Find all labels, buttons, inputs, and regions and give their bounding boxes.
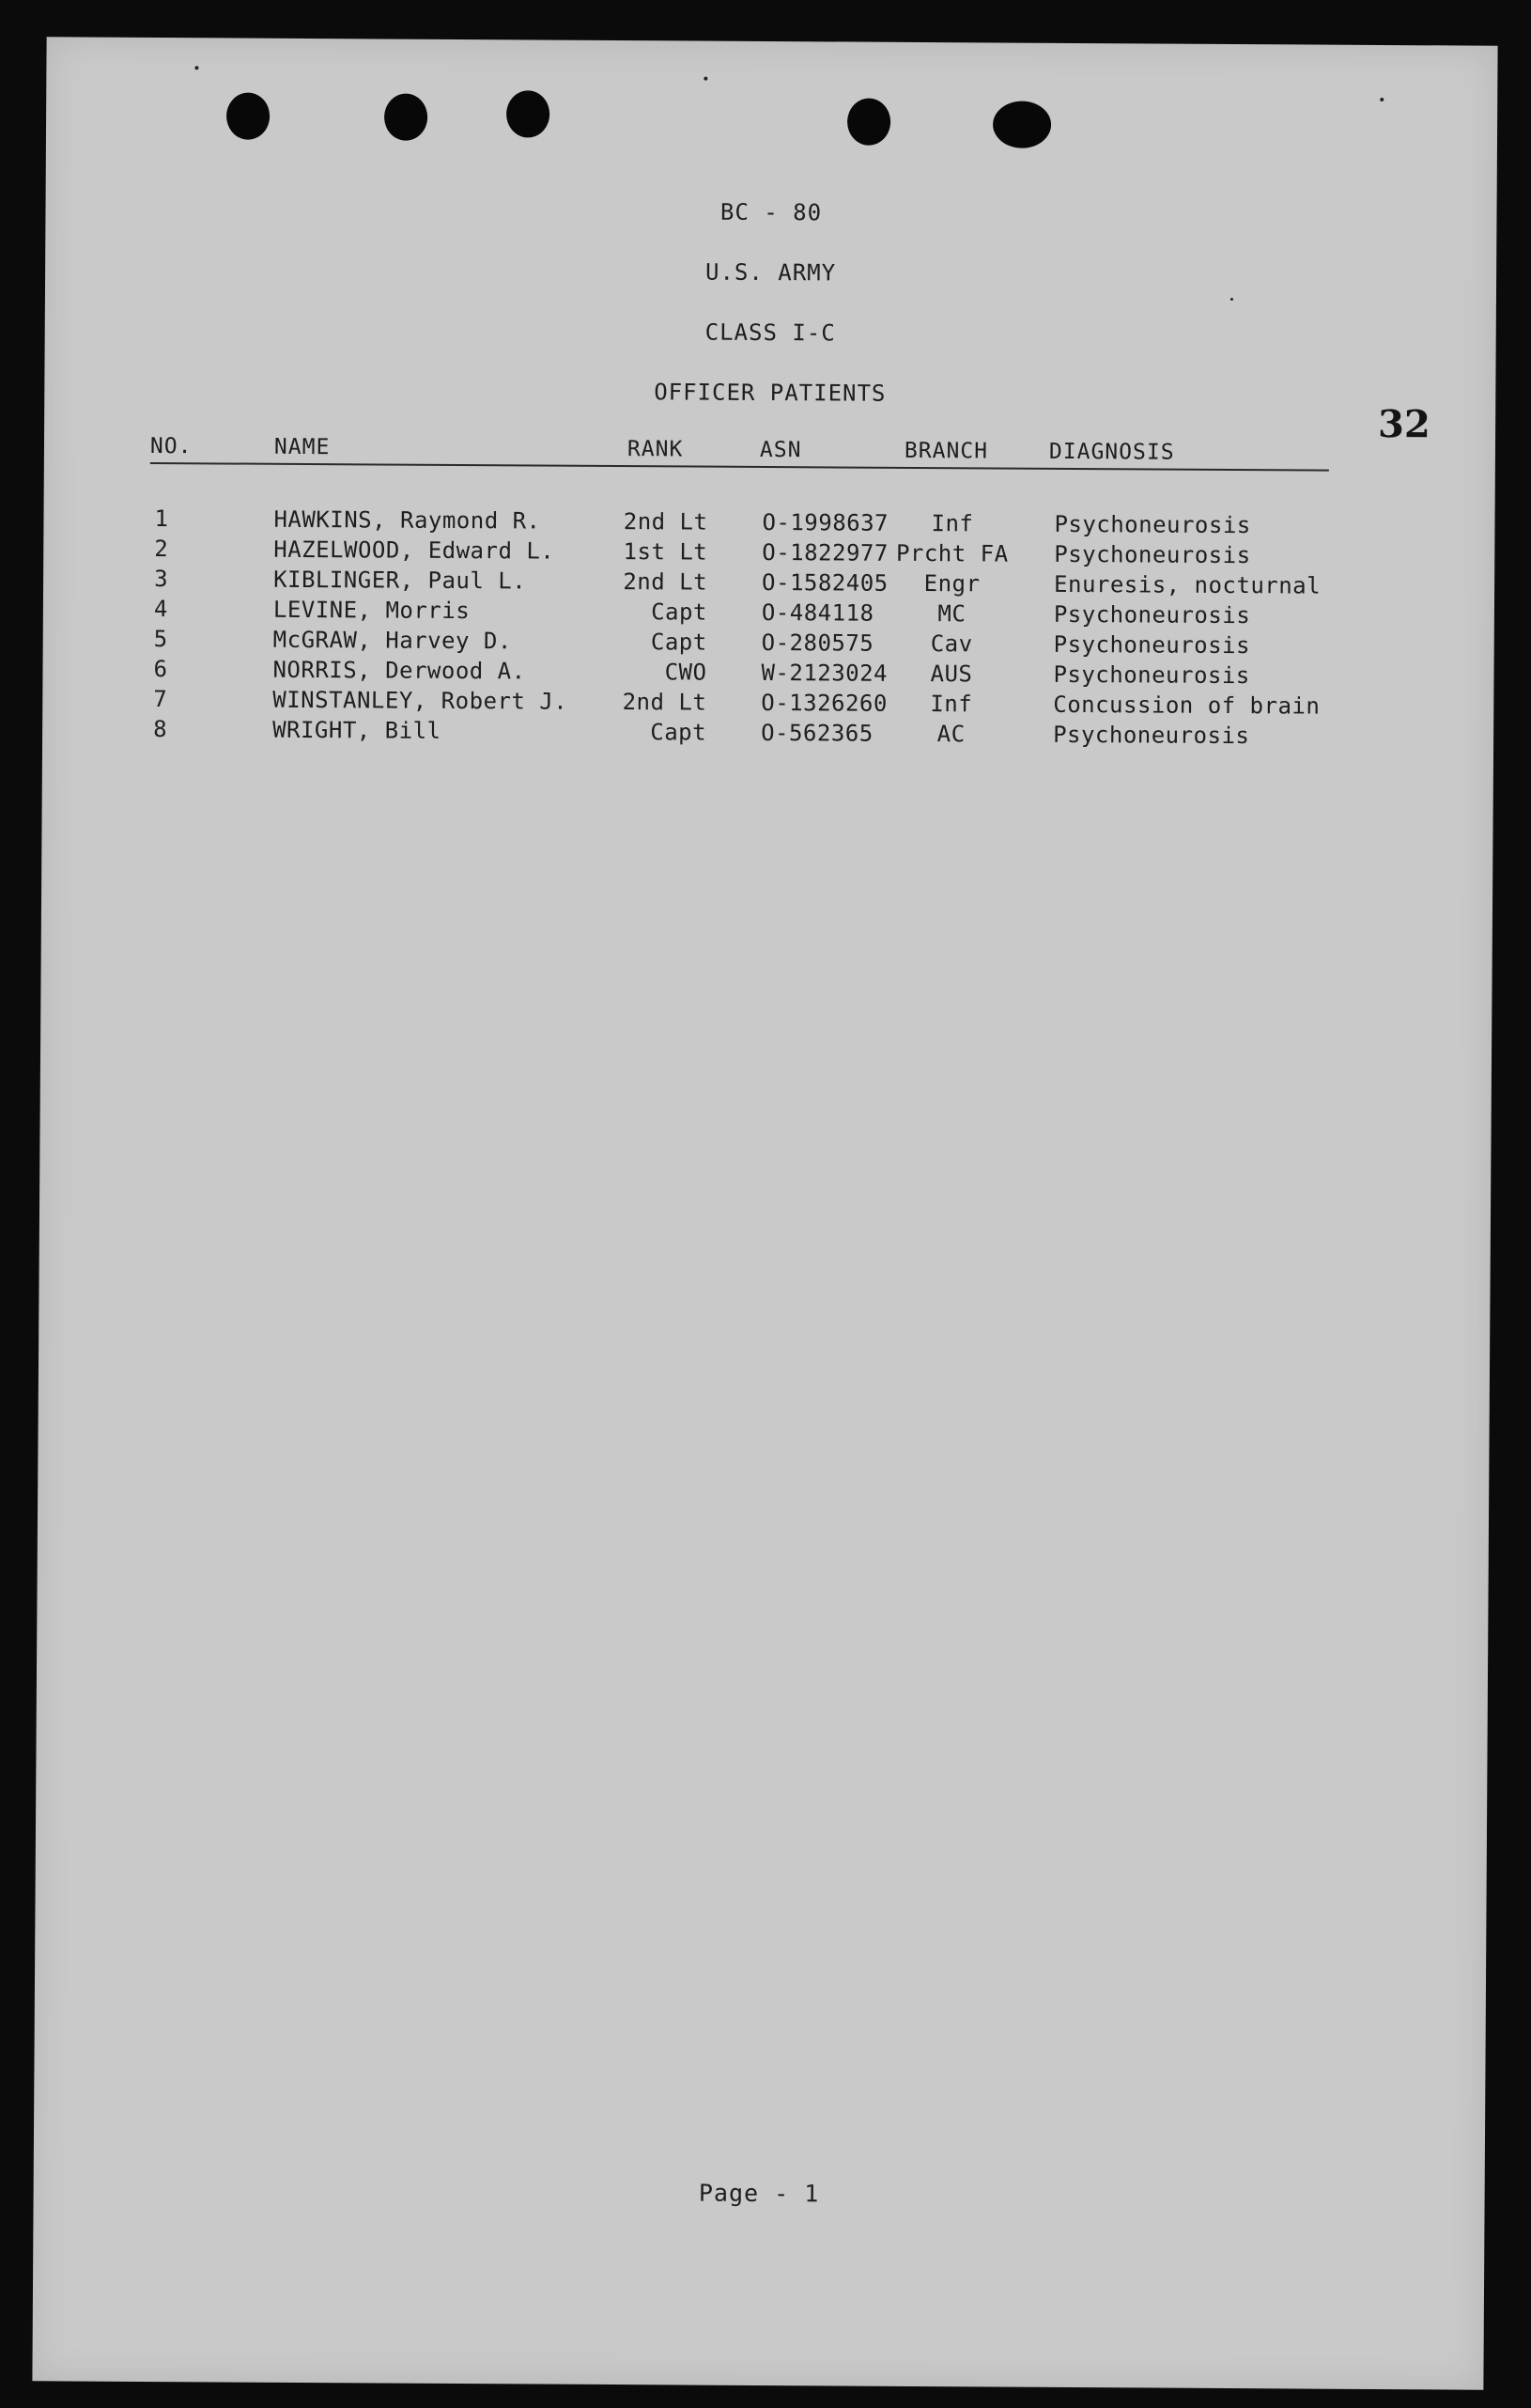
patient-name: NORRIS, Derwood A. — [272, 656, 526, 685]
row-number: 5 — [153, 626, 168, 653]
binder-hole — [847, 99, 890, 146]
patient-asn: O-280575 — [761, 629, 874, 657]
row-number: 4 — [153, 596, 168, 623]
column-header-asn: ASN — [759, 437, 802, 463]
patient-name: HAZELWOOD, Edward L. — [273, 536, 555, 565]
patient-diagnosis: Concussion of brain — [1053, 691, 1321, 720]
patient-diagnosis: Psychoneurosis — [1053, 600, 1251, 629]
document-page — [32, 37, 1497, 2389]
column-header-name: NAME — [273, 434, 331, 460]
patient-asn: O-562365 — [761, 719, 874, 747]
patient-asn: W-2123024 — [761, 659, 889, 687]
patient-name: LEVINE, Morris — [272, 596, 471, 625]
patient-name: KIBLINGER, Paul L. — [273, 566, 527, 595]
binder-hole — [993, 101, 1051, 148]
patient-branch: Inf — [930, 691, 973, 718]
patient-branch: Cav — [930, 630, 973, 658]
row-number: 6 — [153, 656, 168, 683]
row-number: 2 — [154, 536, 169, 563]
patient-branch: AC — [936, 721, 966, 748]
patient-name: WINSTANLEY, Robert J. — [272, 686, 568, 715]
organization: U.S. ARMY — [705, 258, 837, 287]
paper-speck — [1380, 98, 1384, 101]
column-header-rank: RANK — [626, 437, 684, 462]
row-number: 3 — [154, 566, 169, 593]
patient-branch: Engr — [923, 570, 981, 598]
patient-name: McGRAW, Harvey D. — [272, 626, 512, 655]
binder-hole — [506, 90, 549, 137]
paper-speck — [194, 66, 198, 70]
column-header-branch: BRANCH — [904, 438, 989, 464]
patient-rank: 1st Lt — [623, 538, 708, 566]
patient-diagnosis: Psychoneurosis — [1053, 660, 1250, 690]
page-footer: Page - 1 — [698, 2179, 820, 2208]
patient-rank: 2nd Lt — [623, 568, 708, 596]
patient-name: HAWKINS, Raymond R. — [273, 505, 541, 535]
row-number: 8 — [153, 716, 168, 743]
patient-rank: CWO — [664, 659, 707, 686]
patient-branch: MC — [937, 600, 967, 628]
patient-diagnosis: Psychoneurosis — [1053, 630, 1251, 660]
patient-asn: O-1326260 — [761, 689, 888, 717]
patient-rank: 2nd Lt — [623, 508, 708, 536]
patient-rank: Capt — [650, 629, 707, 656]
patient-branch: AUS — [930, 660, 973, 688]
column-header-no: NO. — [149, 433, 193, 459]
patient-diagnosis: Psychoneurosis — [1054, 510, 1251, 539]
patient-asn: O-484118 — [761, 598, 874, 627]
row-number: 1 — [154, 505, 169, 533]
patient-rank: Capt — [650, 719, 707, 746]
row-number: 7 — [153, 686, 168, 713]
patient-asn: O-1822977 — [762, 538, 889, 567]
patient-branch: Prcht FA — [895, 539, 1009, 567]
binder-hole — [226, 92, 270, 139]
patient-diagnosis: Enuresis, nocturnal — [1054, 570, 1322, 599]
sheet-number: 32 — [1378, 401, 1430, 447]
patient-rank: 2nd Lt — [622, 689, 707, 716]
patient-diagnosis: Psychoneurosis — [1054, 540, 1251, 569]
patient-asn: O-1582405 — [762, 568, 889, 597]
page-title: OFFICER PATIENTS — [654, 379, 887, 407]
form-code: BC - 80 — [719, 198, 823, 226]
patient-branch: Inf — [931, 510, 974, 537]
classification: CLASS I-C — [704, 318, 836, 347]
patient-name: WRIGHT, Bill — [272, 716, 441, 744]
patient-rank: Capt — [651, 598, 707, 626]
paper-speck — [1230, 298, 1233, 301]
patient-diagnosis: Psychoneurosis — [1053, 721, 1250, 750]
column-header-diagnosis: DIAGNOSIS — [1048, 439, 1175, 465]
binder-hole — [384, 94, 427, 141]
patient-asn: O-1998637 — [762, 508, 889, 536]
paper-speck — [704, 77, 707, 81]
